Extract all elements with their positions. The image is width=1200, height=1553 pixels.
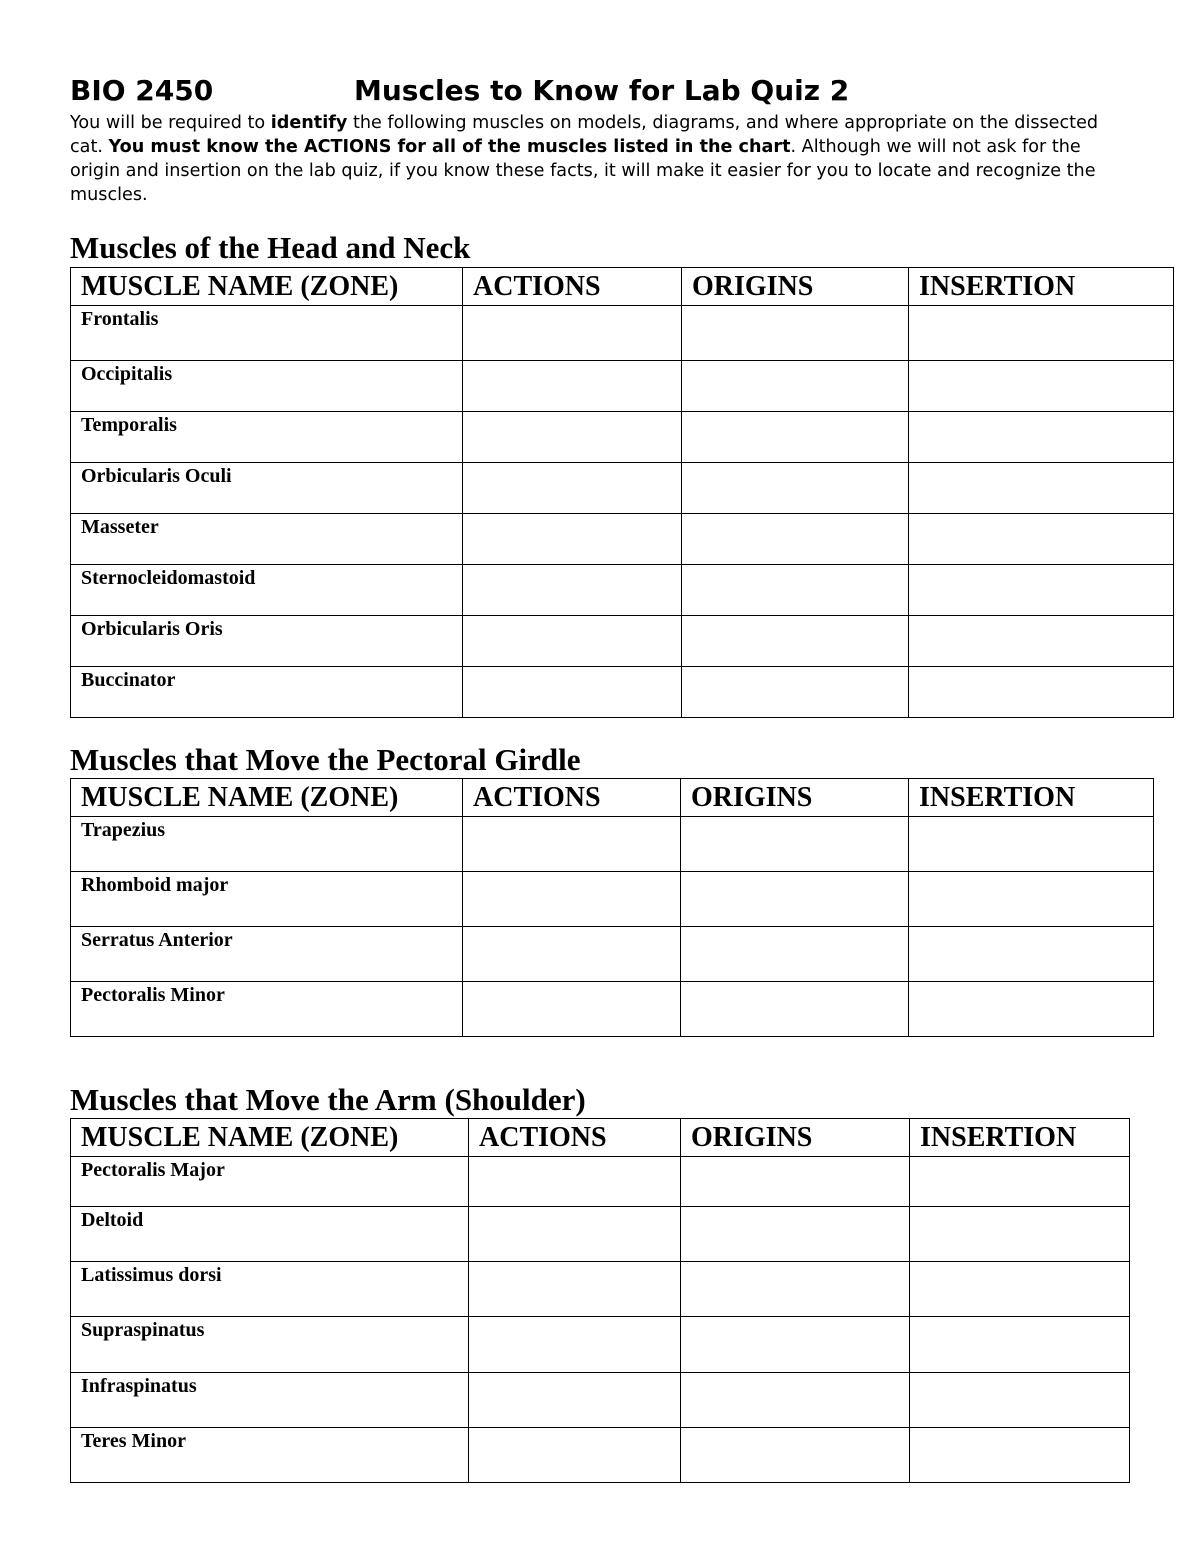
origins-cell[interactable] [681, 1262, 910, 1317]
origins-cell[interactable] [682, 616, 909, 667]
muscle-name-cell: Temporalis [71, 412, 463, 463]
insertion-cell[interactable] [909, 463, 1174, 514]
muscle-name-cell: Buccinator [71, 667, 463, 718]
insertion-cell[interactable] [909, 412, 1174, 463]
actions-cell[interactable] [463, 817, 681, 872]
section-title-pectoral-girdle: Muscles that Move the Pectoral Girdle [70, 742, 581, 777]
column-header-origins: ORIGINS [681, 779, 909, 817]
origins-cell[interactable] [681, 817, 909, 872]
actions-cell[interactable] [469, 1317, 681, 1373]
actions-cell[interactable] [463, 872, 681, 927]
table-arm-shoulder [70, 1118, 1130, 1483]
column-header-insertion: INSERTION [910, 1119, 1130, 1157]
column-header-insertion: INSERTION [909, 268, 1174, 306]
table-row [71, 1157, 1130, 1207]
muscle-name-cell: Orbicularis Oris [71, 616, 463, 667]
muscle-name-cell: Pectoralis Major [71, 1157, 469, 1207]
insertion-cell[interactable] [910, 1207, 1130, 1262]
muscle-name-cell: Orbicularis Oculi [71, 463, 463, 514]
insertion-cell[interactable] [909, 616, 1174, 667]
column-header-muscle-name: MUSCLE NAME (ZONE) [71, 779, 463, 817]
section-title-arm-shoulder: Muscles that Move the Arm (Shoulder) [70, 1082, 586, 1117]
origins-cell[interactable] [681, 1428, 910, 1483]
insertion-cell[interactable] [909, 306, 1174, 361]
origins-cell[interactable] [682, 412, 909, 463]
origins-cell[interactable] [682, 667, 909, 718]
muscle-name-cell: Rhomboid major [71, 872, 463, 927]
muscle-name-cell: Frontalis [71, 306, 463, 361]
page-title: Muscles to Know for Lab Quiz 2 [354, 74, 850, 107]
insertion-cell[interactable] [910, 1262, 1130, 1317]
table-row [71, 1207, 1130, 1262]
table-row [71, 872, 1154, 927]
course-code: BIO 2450 [70, 74, 214, 107]
insertion-cell[interactable] [909, 982, 1154, 1037]
column-header-muscle-name: MUSCLE NAME (ZONE) [71, 268, 463, 306]
column-header-actions: ACTIONS [469, 1119, 681, 1157]
origins-cell[interactable] [682, 306, 909, 361]
intro-paragraph [70, 111, 1130, 207]
actions-cell[interactable] [463, 616, 682, 667]
origins-cell[interactable] [682, 361, 909, 412]
actions-cell[interactable] [463, 565, 682, 616]
muscle-name-cell: Teres Minor [71, 1428, 469, 1483]
column-header-actions: ACTIONS [463, 779, 681, 817]
insertion-cell[interactable] [910, 1157, 1130, 1207]
muscle-name-cell: Supraspinatus [71, 1317, 469, 1373]
muscle-name-cell: Sternocleidomastoid [71, 565, 463, 616]
table-pectoral-girdle [70, 778, 1154, 1037]
table-row [71, 817, 1154, 872]
table-row [71, 1428, 1130, 1483]
origins-cell[interactable] [682, 565, 909, 616]
muscle-name-cell: Serratus Anterior [71, 927, 463, 982]
table-row [71, 306, 1174, 361]
intro-text: You will be required to [70, 113, 271, 133]
column-header-origins: ORIGINS [681, 1119, 910, 1157]
insertion-cell[interactable] [910, 1428, 1130, 1483]
actions-cell[interactable] [463, 361, 682, 412]
column-header-actions: ACTIONS [463, 268, 682, 306]
actions-cell[interactable] [463, 306, 682, 361]
actions-cell[interactable] [463, 667, 682, 718]
actions-cell[interactable] [463, 927, 681, 982]
insertion-cell[interactable] [909, 927, 1154, 982]
insertion-cell[interactable] [910, 1317, 1130, 1373]
table-header-row [71, 779, 1154, 817]
actions-cell[interactable] [463, 514, 682, 565]
muscle-name-cell: Latissimus dorsi [71, 1262, 469, 1317]
actions-cell[interactable] [463, 982, 681, 1037]
table-row [71, 616, 1174, 667]
section-title-head-neck: Muscles of the Head and Neck [70, 230, 471, 265]
table-head-neck [70, 267, 1174, 718]
intro-text: . Although we will not ask for the origin and insertion on the lab quiz, if you know these facts, it will make it easier for you to locate and recognize the muscles. [70, 137, 1096, 205]
intro-text: the following muscles on models, diagrams, and where appropriate on the dissected cat. [70, 113, 1099, 157]
table-row [71, 514, 1174, 565]
muscle-name-cell: Trapezius [71, 817, 463, 872]
table-row [71, 667, 1174, 718]
table-header-row [71, 268, 1174, 306]
origins-cell[interactable] [681, 927, 909, 982]
origins-cell[interactable] [681, 982, 909, 1037]
insertion-cell[interactable] [909, 361, 1174, 412]
actions-cell[interactable] [469, 1373, 681, 1428]
origins-cell[interactable] [682, 514, 909, 565]
table-row [71, 1373, 1130, 1428]
muscle-name-cell: Masseter [71, 514, 463, 565]
table-row [71, 565, 1174, 616]
table-row [71, 361, 1174, 412]
table-row [71, 927, 1154, 982]
intro-emphasis-actions: You must know the ACTIONS for all of the muscles listed in the chart [108, 137, 791, 157]
insertion-cell[interactable] [909, 872, 1154, 927]
insertion-cell[interactable] [910, 1373, 1130, 1428]
muscle-name-cell: Occipitalis [71, 361, 463, 412]
table-row [71, 1262, 1130, 1317]
actions-cell[interactable] [463, 463, 682, 514]
table-row [71, 463, 1174, 514]
muscle-name-cell: Deltoid [71, 1207, 469, 1262]
title-row [70, 72, 1130, 110]
column-header-origins: ORIGINS [682, 268, 909, 306]
table-header-row [71, 1119, 1130, 1157]
intro-emphasis-identify: identify [270, 113, 348, 133]
origins-cell[interactable] [681, 1157, 910, 1207]
muscle-name-cell: Pectoralis Minor [71, 982, 463, 1037]
table-row [71, 982, 1154, 1037]
actions-cell[interactable] [469, 1157, 681, 1207]
origins-cell[interactable] [681, 1373, 910, 1428]
insertion-cell[interactable] [909, 565, 1174, 616]
insertion-cell[interactable] [909, 667, 1174, 718]
column-header-muscle-name: MUSCLE NAME (ZONE) [71, 1119, 469, 1157]
origins-cell[interactable] [681, 1317, 910, 1373]
actions-cell[interactable] [469, 1207, 681, 1262]
actions-cell[interactable] [469, 1428, 681, 1483]
column-header-insertion: INSERTION [909, 779, 1154, 817]
insertion-cell[interactable] [909, 514, 1174, 565]
actions-cell[interactable] [463, 412, 682, 463]
page-header [70, 72, 1130, 207]
origins-cell[interactable] [681, 1207, 910, 1262]
muscle-name-cell: Infraspinatus [71, 1373, 469, 1428]
origins-cell[interactable] [681, 872, 909, 927]
actions-cell[interactable] [469, 1262, 681, 1317]
table-row [71, 412, 1174, 463]
origins-cell[interactable] [682, 463, 909, 514]
table-row [71, 1317, 1130, 1373]
insertion-cell[interactable] [909, 817, 1154, 872]
